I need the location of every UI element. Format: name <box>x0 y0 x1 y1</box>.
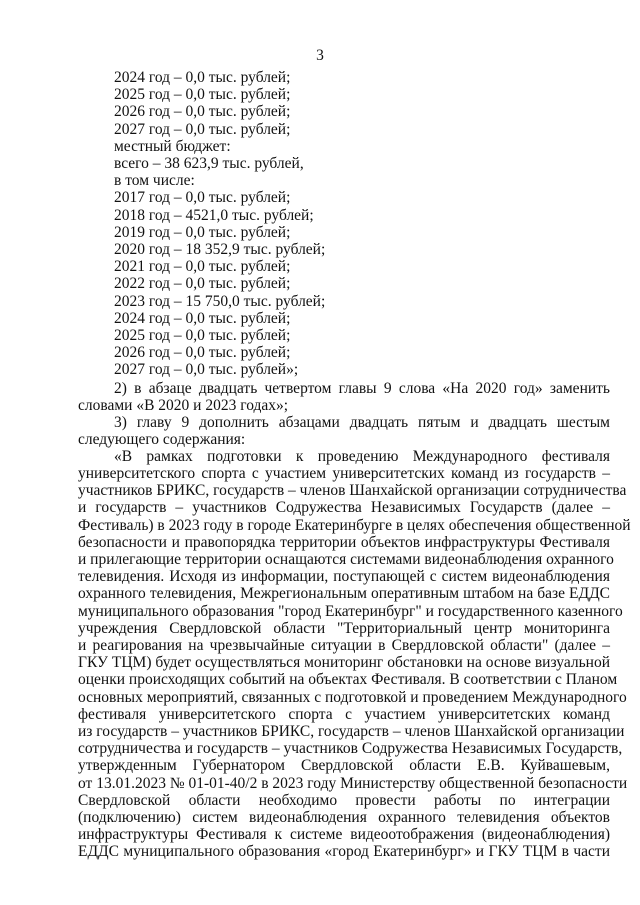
paragraph-line: и реагирования на чрезвычайные ситуации в Свердловской области" (далее – <box>78 637 610 654</box>
budget-line: 2017 год – 0,0 тыс. рублей; <box>114 189 291 207</box>
paragraph-line: телевидения. Исходя из информации, поступающей с систем видеонаблюдения <box>78 568 610 586</box>
page-number: 3 <box>316 47 324 64</box>
paragraph-line: муниципального образования "город Екатеринбург" и государственного казенного <box>78 602 623 620</box>
paragraph-line: учреждения Свердловской области "Территориальный центр мониторинга <box>78 619 610 637</box>
paragraph-line: охранного телевидения, Межрегиональным оперативным штабом на базе ЕДДС <box>78 585 610 603</box>
budget-line: всего – 38 623,9 тыс. рублей, <box>114 155 304 172</box>
paragraph-line: основных мероприятий, связанных с подготовкой и проведением Международного <box>78 688 627 706</box>
item-2-last-line: словами «В 2020 и 2023 годах»; <box>78 397 289 414</box>
budget-line: в том числе: <box>114 172 195 190</box>
budget-line: 2024 год – 0,0 тыс. рублей; <box>114 69 291 86</box>
budget-line: 2024 год – 0,0 тыс. рублей; <box>114 309 291 327</box>
paragraph-line: ЕДДС муниципального образования «город Екатеринбург» и ГКУ ТЦМ в части <box>78 843 610 861</box>
item-3-first-line: 3) главу 9 дополнить абзацами двадцать пятым и двадцать шестым <box>114 414 610 431</box>
budget-line: 2025 год – 0,0 тыс. рублей; <box>114 327 291 344</box>
budget-line: местный бюджет: <box>114 137 231 155</box>
budget-line: 2027 год – 0,0 тыс. рублей; <box>114 120 291 138</box>
paragraph-line: инфраструктуры Фестиваля к системе видеоотображения (видеонаблюдения) <box>78 826 610 844</box>
budget-line: 2020 год – 18 352,9 тыс. рублей; <box>114 241 326 258</box>
paragraph-line: университетского спорта с участием университетских команд из государств – <box>78 465 610 482</box>
item-2-first-line: 2) в абзаце двадцать четвертом главы 9 слова «На 2020 год» заменить <box>114 380 610 397</box>
budget-line: 2025 год – 0,0 тыс. рублей; <box>114 86 291 104</box>
paragraph-line: и прилегающие территории оснащаются системами видеонаблюдения охранного <box>78 551 614 568</box>
budget-line: 2022 год – 0,0 тыс. рублей; <box>114 275 291 293</box>
paragraph-line: Фестиваль) в 2023 году в городе Екатеринбурге в целях обеспечения общественной <box>78 516 631 534</box>
budget-line: 2023 год – 15 750,0 тыс. рублей; <box>114 292 326 310</box>
paragraph-line: сотрудничества и государств – участников Содружества Независимых Государств, <box>78 740 623 758</box>
paragraph-line: утвержденным Губернатором Свердловской области Е.В. Куйвашевым, <box>78 757 610 775</box>
item-3-last-line: следующего содержания: <box>78 431 246 448</box>
budget-line: 2026 год – 0,0 тыс. рублей; <box>114 344 291 362</box>
paragraph-line: из государств – участников БРИКС, государств – членов Шанхайской организации <box>78 723 625 740</box>
paragraph-line: участников БРИКС, государств – членов Шанхайской организации сотрудничества <box>78 482 627 500</box>
paragraph-line: оценки происходящих событий на объектах Фестиваля. В соответствии с Планом <box>78 671 618 689</box>
paragraph-line: фестиваля университетского спорта с участием университетских команд <box>78 705 610 723</box>
paragraph-line: безопасности и правопорядка территории объектов инфраструктуры Фестиваля <box>78 533 610 551</box>
budget-line: 2018 год – 4521,0 тыс. рублей; <box>114 206 314 224</box>
budget-line: 2027 год – 0,0 тыс. рублей»; <box>114 361 299 379</box>
quote-first-line: «В рамках подготовки к проведению Международного фестиваля <box>114 448 610 465</box>
budget-line: 2021 год – 0,0 тыс. рублей; <box>114 258 291 276</box>
budget-line: 2019 год – 0,0 тыс. рублей; <box>114 223 291 241</box>
paragraph-line: ГКУ ТЦМ) будет осуществляться мониторинг обстановки на основе визуальной <box>78 654 610 672</box>
budget-line: 2026 год – 0,0 тыс. рублей; <box>114 103 291 121</box>
paragraph-line: и государств – участников Содружества Независимых Государств (далее – <box>78 499 610 517</box>
paragraph-line: от 13.01.2023 № 01-01-40/2 в 2023 году Министерству общественной безопасности <box>78 774 628 792</box>
paragraph-line: (подключению) систем видеонаблюдения охранного телевидения объектов <box>78 809 610 826</box>
paragraph-line: Свердловской области необходимо провести работы по интеграции <box>78 791 610 809</box>
